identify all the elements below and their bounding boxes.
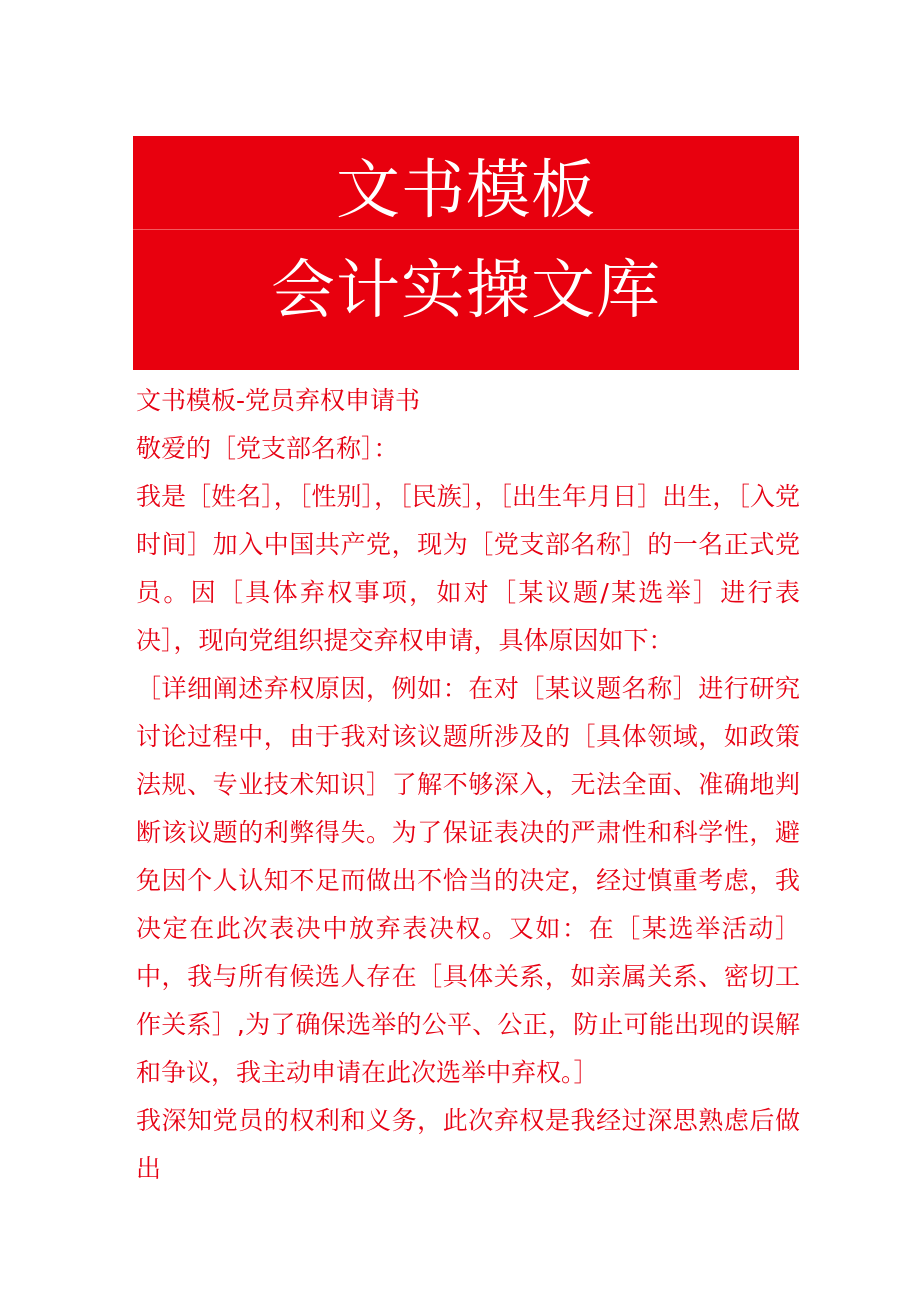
banner-title-line1: 文书模板 bbox=[336, 154, 596, 228]
body-paragraph-1: 我是［姓名］，［性别］，［民族］，［出生年月日］出生，［入党时间］加入中国共产党，现为［党支部名称］的一名正式党员。因［具体弃权事项，如对［某议题/某选举］进行表决］，现向党组织提交弃权申请，具体原因如下： bbox=[136, 482, 800, 655]
salutation: 敬爱的［党支部名称］： bbox=[136, 434, 399, 463]
document-body bbox=[136, 377, 800, 1193]
body-paragraph-3: 我深知党员的权利和义务，此次弃权是我经过深思熟虑后做出 bbox=[136, 1106, 800, 1183]
banner-title-line2: 会计实操文库 bbox=[271, 254, 661, 328]
body-paragraph-2: ［详细阐述弃权原因，例如：在对［某议题名称］进行研究讨论过程中，由于我对该议题所涉及的［具体领域，如政策法规、专业技术知识］了解不够深入，无法全面、准确地判断该议题的利弊得失。为了保证表决的严肃性和科学性，避免因个人认知不足而做出不恰当的决定，经过慎重考虑，我决定在此次表决中放弃表决权。又如：在［某选举活动］中，我与所有候选人存在［具体关系，如亲属关系、密切工作关系］,为了确保选举的公平、公正，防止可能出现的误解和争议，我主动申请在此次选举中弃权。］ bbox=[136, 674, 800, 1087]
document-heading: 文书模板-党员弃权申请书 bbox=[136, 386, 421, 415]
